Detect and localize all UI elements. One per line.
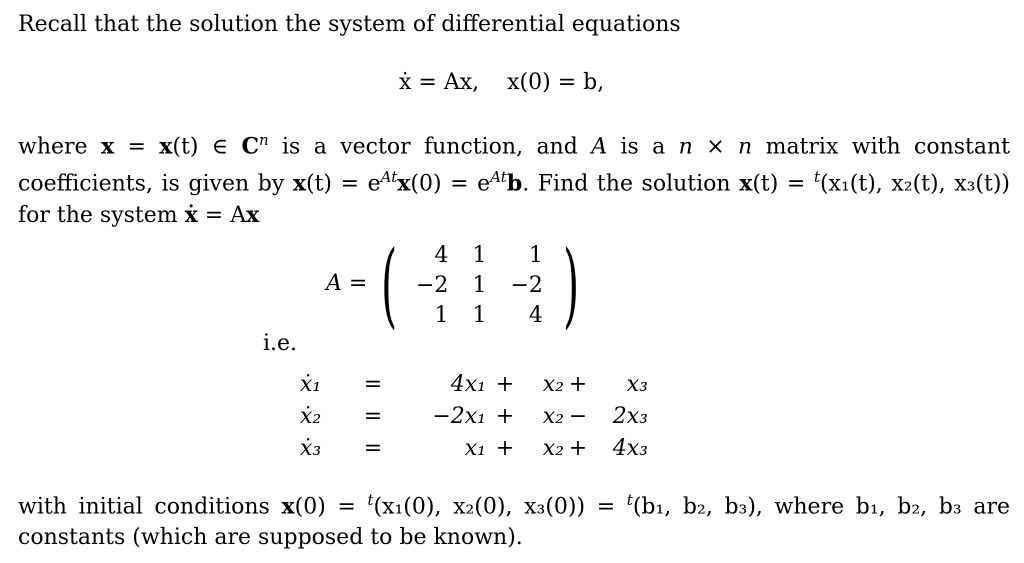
term: 4x₁ xyxy=(450,371,486,397)
para-text: is a vector function, and xyxy=(268,134,592,160)
vector-x: x xyxy=(292,170,306,197)
vector-x: x xyxy=(100,133,115,160)
equation-lhs: ẋ₃ xyxy=(300,435,322,461)
vector-x: x xyxy=(397,170,411,197)
matrix-cell: −2 xyxy=(510,272,543,298)
display-equation xyxy=(399,70,604,95)
exponent: At xyxy=(490,168,507,187)
term: x₂ xyxy=(542,435,564,461)
para-text: = A xyxy=(197,202,247,228)
operator: − xyxy=(568,403,588,429)
matrix-row xyxy=(404,300,555,330)
matrix-symbol: A xyxy=(591,134,608,160)
para-text: (t) = e xyxy=(306,171,381,197)
para-text: where xyxy=(18,134,101,160)
para-text: with initial conditions xyxy=(18,494,282,520)
vector-xdot: ẋ xyxy=(184,201,198,228)
term: x₁ xyxy=(464,435,486,461)
para-text: (t) ∈ xyxy=(172,134,242,160)
matrix-cell: 4 xyxy=(434,242,449,268)
operator: + xyxy=(568,435,588,461)
matrix-cell: 1 xyxy=(528,242,543,268)
term: x₂ xyxy=(542,371,564,397)
equation-row xyxy=(300,368,648,400)
equation-row xyxy=(300,432,648,464)
exponent: At xyxy=(380,168,398,187)
operator: + xyxy=(495,371,515,397)
operator: + xyxy=(568,371,588,397)
para-text: (x₁(t), x₂(t), x₃(t)) for the system xyxy=(18,171,1011,228)
complex-set: C xyxy=(241,133,259,160)
matrix-row xyxy=(404,240,555,270)
right-paren: ) xyxy=(563,231,580,338)
vector-x: x xyxy=(281,493,295,520)
equals-sign: = xyxy=(363,403,383,429)
left-paren: ( xyxy=(381,231,398,338)
term: 2x₃ xyxy=(612,403,648,429)
matrix-cell: 1 xyxy=(434,302,449,328)
operator: + xyxy=(495,403,515,429)
vector-b: b xyxy=(506,170,523,197)
matrix-cell: 1 xyxy=(472,272,487,298)
closing-paragraph xyxy=(18,485,1010,553)
matrix-cell: 1 xyxy=(472,242,487,268)
para-text: = xyxy=(114,134,160,160)
term: 4x₃ xyxy=(612,435,648,461)
intro-text: Recall that the solution the system of differential equations xyxy=(18,12,681,37)
para-text: (t) = xyxy=(752,171,814,197)
equation-system xyxy=(300,368,648,464)
equals-sign: = xyxy=(363,371,383,397)
exponent: n xyxy=(258,131,269,149)
ie-label: i.e. xyxy=(263,331,298,356)
equals-sign: = xyxy=(363,435,383,461)
matrix-table xyxy=(404,240,555,330)
term: −2x₁ xyxy=(432,403,486,429)
equation-lhs: ẋ₂ xyxy=(300,403,322,429)
para-text: matrix with constant coefficients, is given by xyxy=(18,134,1010,197)
matrix-cell: 4 xyxy=(528,302,543,328)
para-text: is a xyxy=(607,134,679,160)
vector-x: x xyxy=(739,170,753,197)
display-equation-lhs: ẋ = Ax, xyxy=(399,70,480,95)
matrix-size: n × n xyxy=(678,134,753,160)
vector-x: x xyxy=(159,133,173,160)
para-text: (x₁(0), x₂(0), x₃(0)) = xyxy=(373,494,627,520)
matrix-cell: 1 xyxy=(472,302,487,328)
para-text: (0) = e xyxy=(410,171,491,197)
matrix-label: A = xyxy=(326,271,368,296)
para-text: (b₁, b₂, b₃), where b₁, b₂, b₃ are constants (which are supposed to be known). xyxy=(18,494,1010,551)
para-text: . Find the solution xyxy=(522,171,740,197)
matrix-row xyxy=(404,270,555,300)
para-text: (0) = xyxy=(294,494,368,520)
transpose-mark: t xyxy=(626,491,633,509)
term: x₂ xyxy=(542,403,564,429)
description-paragraph xyxy=(18,125,1010,231)
display-equation-rhs: x(0) = b, xyxy=(507,70,605,95)
vector-x: x xyxy=(246,201,260,228)
equation-lhs: ẋ₁ xyxy=(300,371,322,397)
operator: + xyxy=(495,435,515,461)
term: x₃ xyxy=(626,371,648,397)
matrix-cell: −2 xyxy=(416,272,449,298)
transpose-mark: t xyxy=(367,491,374,509)
equation-row xyxy=(300,400,648,432)
transpose-mark: t xyxy=(813,168,820,187)
